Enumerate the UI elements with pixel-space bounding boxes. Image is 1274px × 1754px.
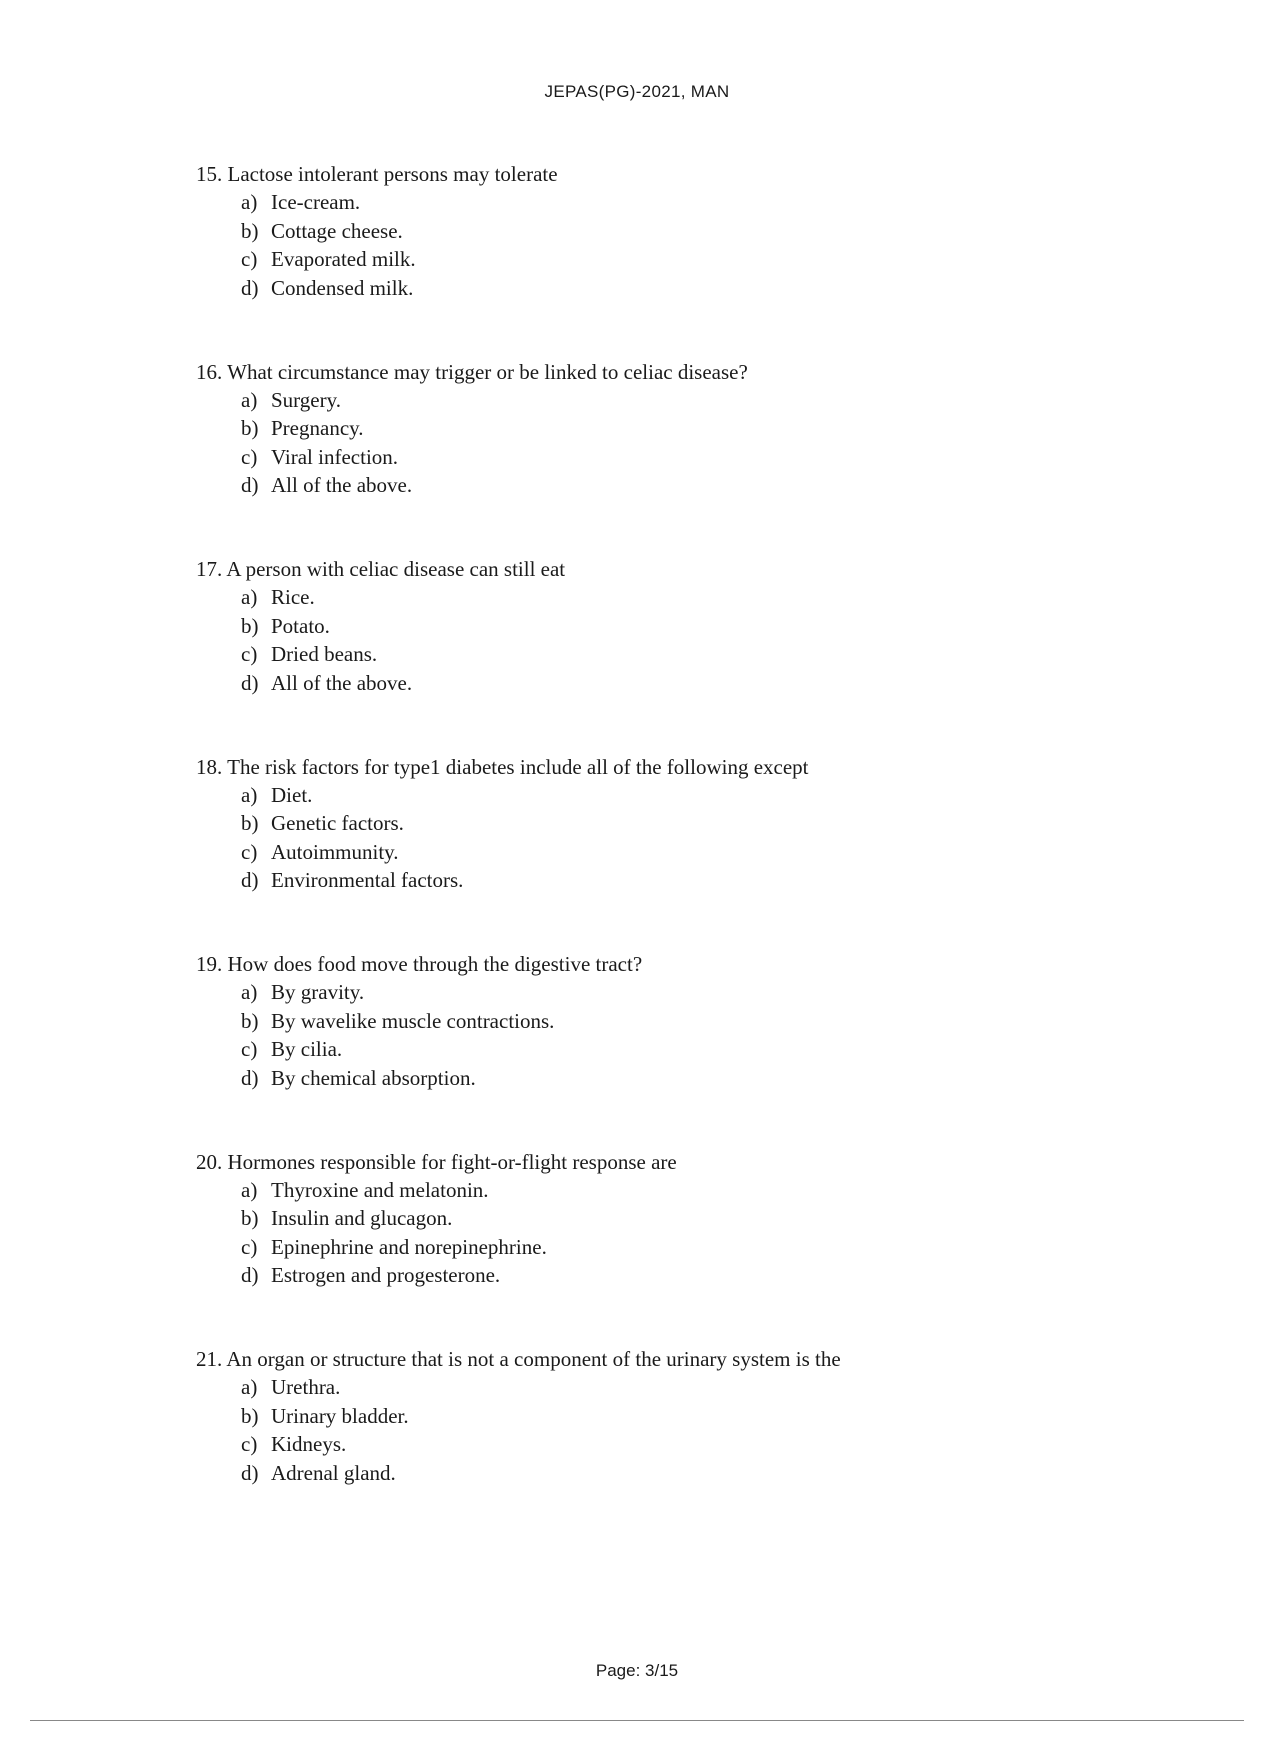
option-d xyxy=(196,1261,1096,1290)
option-text: By chemical absorption. xyxy=(271,1065,476,1090)
question-stem: The risk factors for type1 diabetes include all of the following except xyxy=(227,754,809,779)
option-text: Epinephrine and norepinephrine. xyxy=(271,1234,547,1259)
option-d xyxy=(196,471,1096,500)
option-d xyxy=(196,1064,1096,1093)
option-text: Pregnancy. xyxy=(271,416,364,441)
question-number: 16. xyxy=(196,359,223,384)
question-stem: Hormones responsible for fight-or-flight response are xyxy=(227,1149,677,1174)
option-b xyxy=(196,217,1096,246)
option-letter: c) xyxy=(241,642,258,667)
option-letter: a) xyxy=(241,387,258,412)
option-letter: d) xyxy=(241,275,259,300)
option-letter: b) xyxy=(241,1008,259,1033)
option-letter: a) xyxy=(241,1375,258,1399)
option-letter: c) xyxy=(241,1234,258,1259)
option-text: Environmental factors. xyxy=(271,868,464,893)
option-c xyxy=(196,245,1096,274)
option-a xyxy=(196,1373,1096,1402)
option-text: Urethra. xyxy=(271,1375,341,1399)
option-letter: b) xyxy=(241,811,259,836)
option-d xyxy=(196,274,1096,303)
question-17 xyxy=(196,555,1096,753)
question-text xyxy=(196,160,1096,188)
option-letter: b) xyxy=(241,613,259,638)
option-letter: c) xyxy=(241,247,258,272)
option-c xyxy=(196,640,1096,669)
option-letter: a) xyxy=(241,980,258,1004)
option-letter: d) xyxy=(241,868,259,893)
option-list xyxy=(196,188,1096,302)
option-list xyxy=(196,386,1096,500)
page-header: JEPAS(PG)-2021, MAN xyxy=(544,82,730,101)
option-a xyxy=(196,781,1096,810)
question-stem: A person with celiac disease can still eat xyxy=(226,557,566,581)
option-letter: b) xyxy=(241,1403,259,1428)
question-text xyxy=(196,358,1096,386)
question-stem: What circumstance may trigger or be linked to celiac disease? xyxy=(227,359,748,384)
option-list xyxy=(196,781,1096,895)
option-c xyxy=(196,1233,1096,1262)
option-text: Cottage cheese. xyxy=(271,218,403,243)
option-letter: b) xyxy=(241,1206,259,1231)
question-20 xyxy=(196,1148,1096,1346)
option-text: Evaporated milk. xyxy=(271,247,416,272)
option-text: Urinary bladder. xyxy=(271,1403,409,1428)
option-letter: d) xyxy=(241,1065,259,1090)
option-text: Ice-cream. xyxy=(271,190,361,214)
question-number: 18. xyxy=(196,754,223,779)
option-text: All of the above. xyxy=(271,670,413,695)
page-number: Page: 3/15 xyxy=(595,1661,679,1680)
question-16 xyxy=(196,358,1096,556)
option-c xyxy=(196,443,1096,472)
option-text: Potato. xyxy=(271,613,330,638)
question-21 xyxy=(196,1345,1096,1543)
option-text: Condensed milk. xyxy=(271,275,414,300)
question-stem: How does food move through the digestive tract? xyxy=(227,952,643,976)
option-letter: c) xyxy=(241,1432,258,1457)
question-15 xyxy=(196,160,1096,358)
option-b xyxy=(196,612,1096,641)
question-text xyxy=(196,1345,1096,1373)
question-18 xyxy=(196,753,1096,951)
option-b xyxy=(196,809,1096,838)
option-a xyxy=(196,188,1096,217)
option-text: Insulin and glucagon. xyxy=(271,1206,453,1231)
option-c xyxy=(196,1035,1096,1064)
option-a xyxy=(196,1176,1096,1205)
question-text xyxy=(196,555,1096,583)
option-list xyxy=(196,1373,1096,1487)
question-stem: Lactose intolerant persons may tolerate xyxy=(227,162,558,186)
option-text: Genetic factors. xyxy=(271,811,404,836)
question-text xyxy=(196,950,1096,978)
option-letter: a) xyxy=(241,1177,258,1202)
option-letter: d) xyxy=(241,1263,259,1288)
question-stem: An organ or structure that is not a component of the urinary system is the xyxy=(226,1347,841,1371)
option-letter: c) xyxy=(241,839,258,864)
option-text: By cilia. xyxy=(271,1037,343,1062)
option-a xyxy=(196,583,1096,612)
option-letter: b) xyxy=(241,218,259,243)
option-letter: c) xyxy=(241,1037,258,1062)
option-letter: a) xyxy=(241,585,258,609)
option-text: Viral infection. xyxy=(271,444,399,469)
option-text: Rice. xyxy=(271,585,315,609)
option-b xyxy=(196,414,1096,443)
option-d xyxy=(196,669,1096,698)
option-text: Kidneys. xyxy=(271,1432,347,1457)
option-letter: d) xyxy=(241,1460,259,1485)
option-b xyxy=(196,1204,1096,1233)
question-list xyxy=(196,160,1096,1543)
option-letter: b) xyxy=(241,416,259,441)
option-letter: a) xyxy=(241,190,258,214)
question-text xyxy=(196,1148,1096,1176)
option-b xyxy=(196,1402,1096,1431)
option-text: Thyroxine and melatonin. xyxy=(271,1177,489,1202)
option-letter: a) xyxy=(241,782,258,807)
question-number: 21. xyxy=(196,1347,223,1371)
question-number: 20. xyxy=(196,1149,223,1174)
option-list xyxy=(196,583,1096,697)
question-text xyxy=(196,753,1096,781)
option-text: Surgery. xyxy=(271,387,341,412)
option-text: Adrenal gland. xyxy=(271,1460,396,1485)
question-number: 19. xyxy=(196,952,223,976)
option-d xyxy=(196,866,1096,895)
question-number: 17. xyxy=(196,557,223,581)
option-text: Dried beans. xyxy=(271,642,378,667)
option-c xyxy=(196,838,1096,867)
option-list xyxy=(196,978,1096,1092)
option-c xyxy=(196,1430,1096,1459)
option-b xyxy=(196,1007,1096,1036)
option-a xyxy=(196,386,1096,415)
option-letter: d) xyxy=(241,473,259,498)
bottom-divider xyxy=(30,1720,1244,1721)
option-a xyxy=(196,978,1096,1007)
option-d xyxy=(196,1459,1096,1488)
option-text: Estrogen and progesterone. xyxy=(271,1263,501,1288)
option-text: Diet. xyxy=(271,782,313,807)
option-letter: c) xyxy=(241,444,258,469)
option-text: By wavelike muscle contractions. xyxy=(271,1008,555,1033)
option-text: Autoimmunity. xyxy=(271,839,399,864)
option-text: All of the above. xyxy=(271,473,413,498)
question-number: 15. xyxy=(196,162,223,186)
question-19 xyxy=(196,950,1096,1148)
option-letter: d) xyxy=(241,670,259,695)
option-text: By gravity. xyxy=(271,980,365,1004)
option-list xyxy=(196,1176,1096,1290)
